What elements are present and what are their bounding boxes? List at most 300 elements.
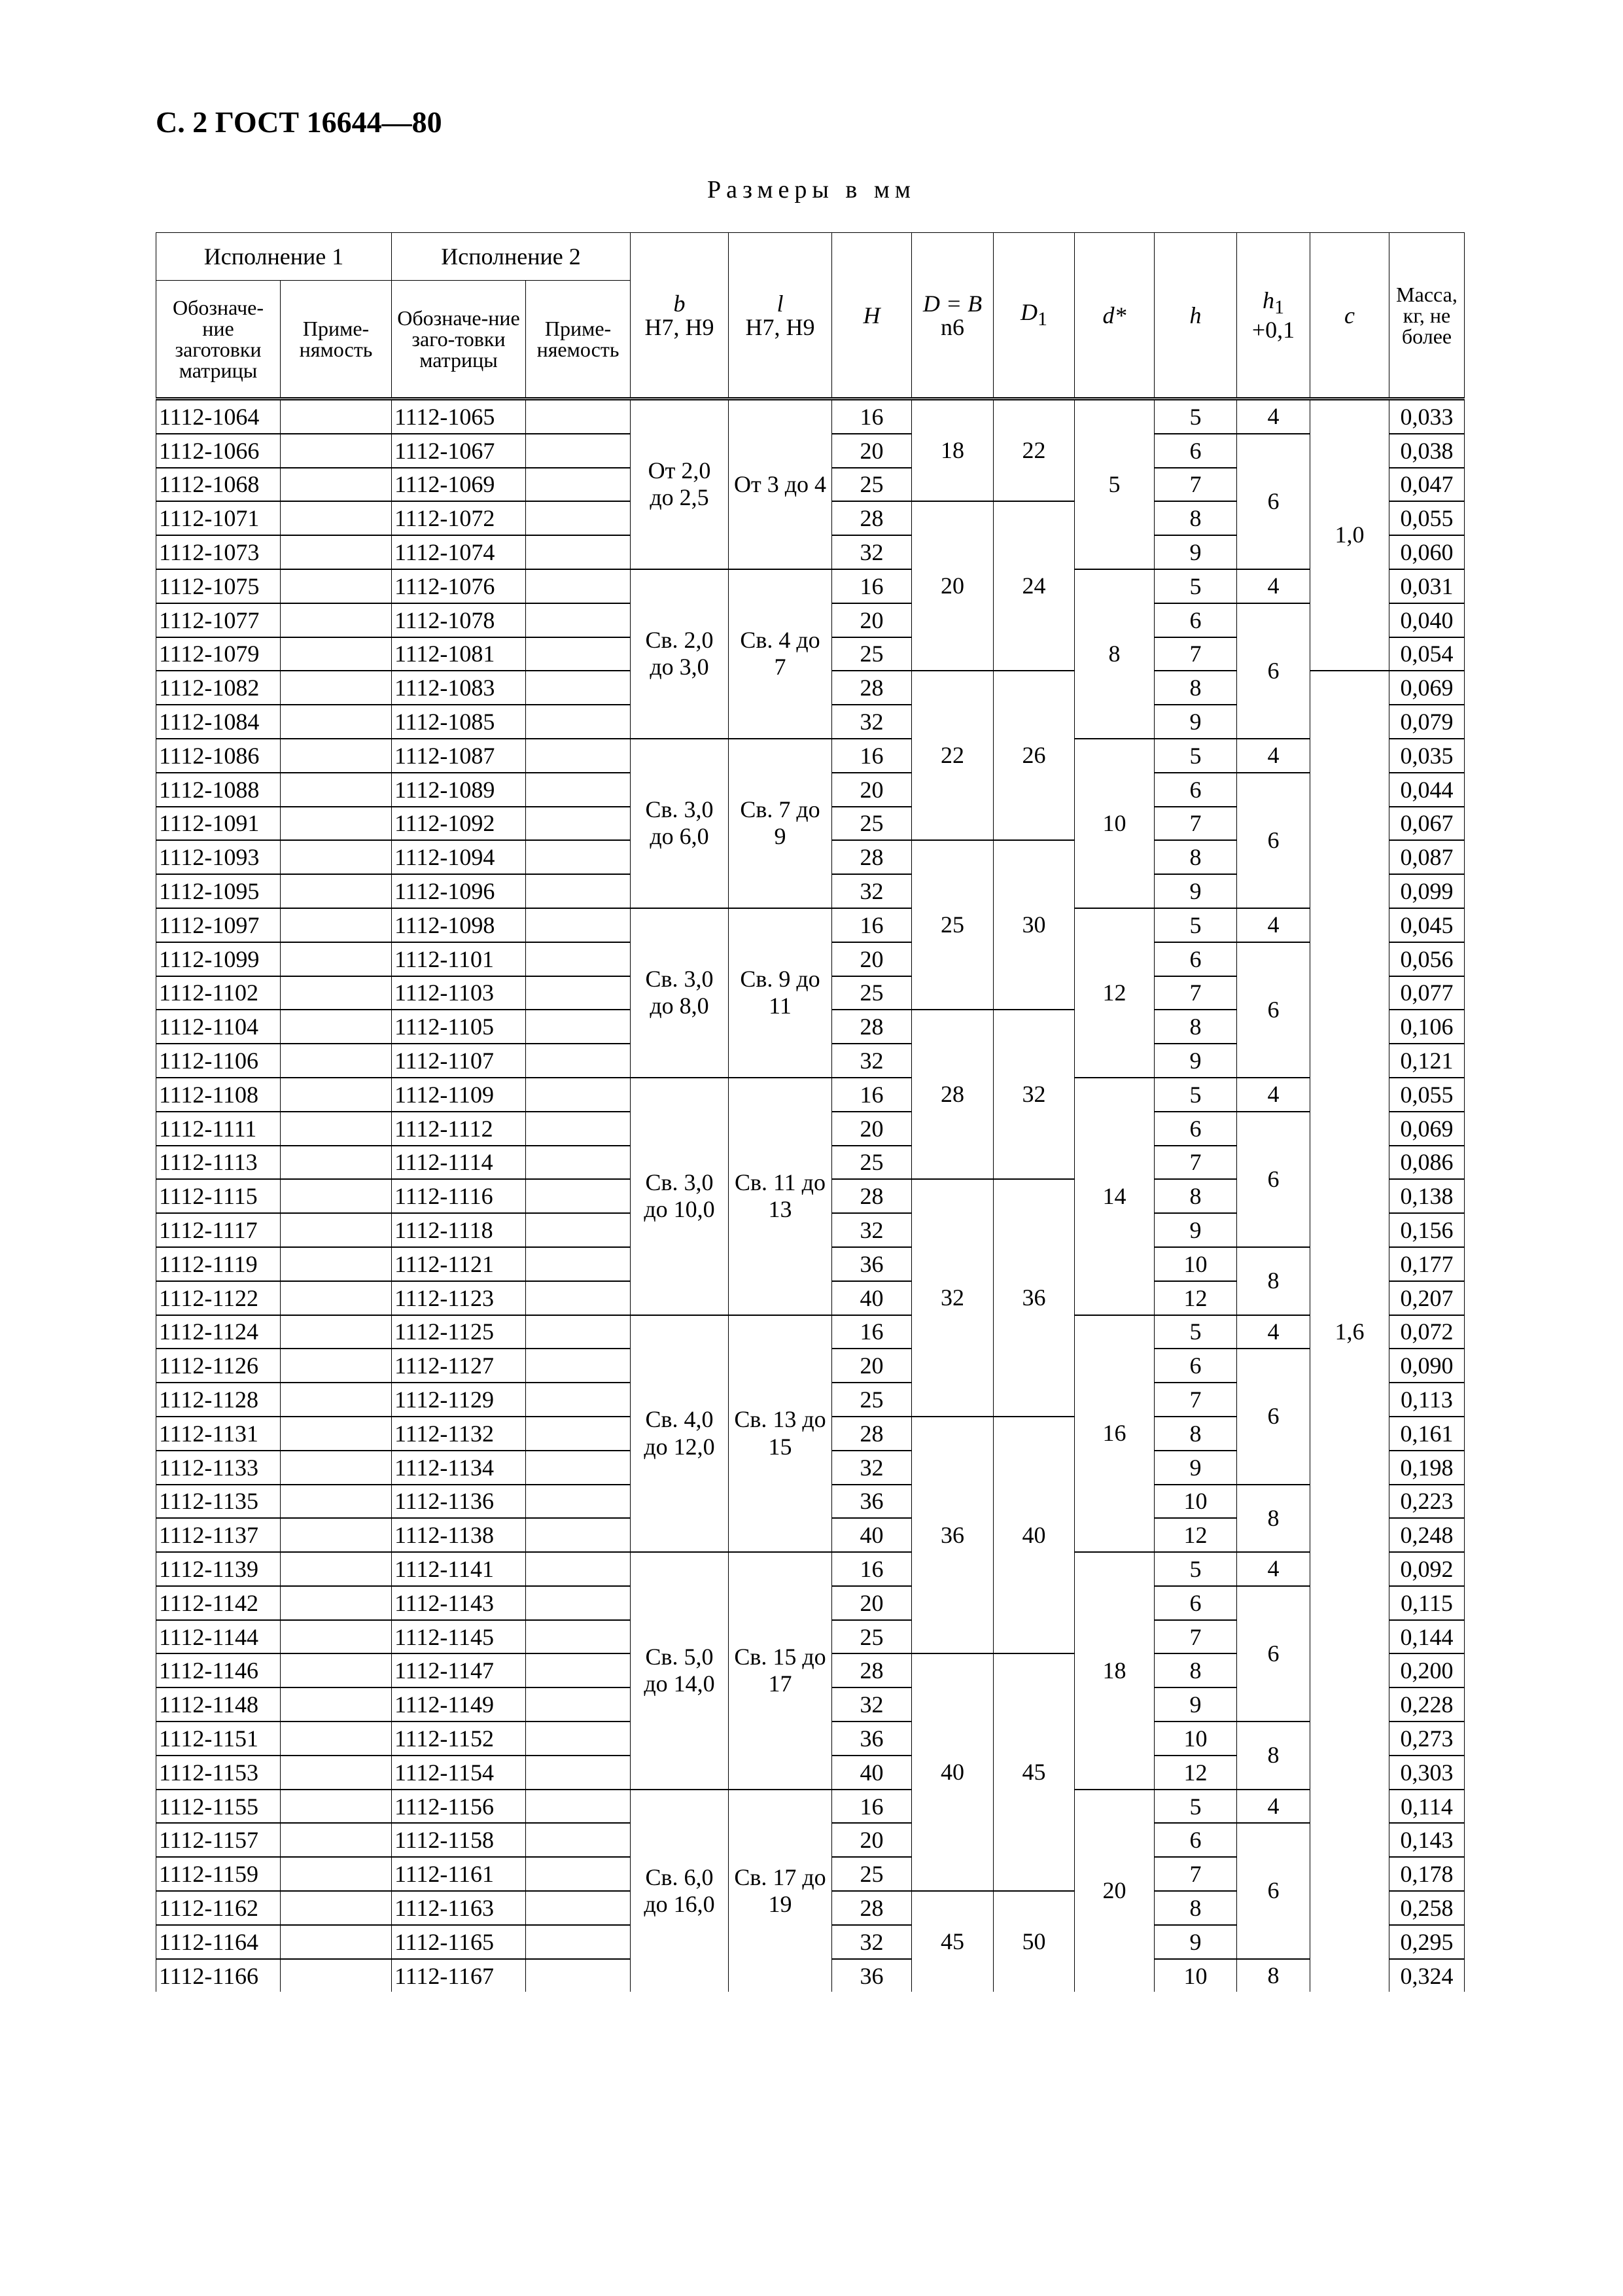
cell-D: 28 [912, 1010, 994, 1179]
cell-primenyamost-2 [526, 1552, 631, 1586]
cell-primenyamost-2 [526, 399, 631, 434]
cell-h: 8 [1155, 1417, 1237, 1451]
cell-primenyamost-1 [281, 1247, 392, 1281]
cell-primenyamost-2 [526, 569, 631, 603]
cell-primenyamost-2 [526, 1485, 631, 1519]
cell-oboznachenie-2: 1112-1123 [392, 1281, 526, 1315]
cell-H: 28 [832, 1010, 912, 1044]
cell-mass: 0,099 [1389, 874, 1465, 908]
cell-mass: 0,161 [1389, 1417, 1465, 1451]
cell-H: 20 [832, 1349, 912, 1383]
header-c-symbol: c [1344, 302, 1355, 328]
cell-primenyamost-1 [281, 569, 392, 603]
cell-oboznachenie-2: 1112-1149 [392, 1687, 526, 1722]
cell-h: 6 [1155, 1823, 1237, 1857]
cell-primenyamost-1 [281, 807, 392, 841]
cell-H: 40 [832, 1518, 912, 1552]
cell-oboznachenie-2: 1112-1085 [392, 705, 526, 739]
cell-H: 36 [832, 1247, 912, 1281]
cell-oboznachenie-1: 1112-1091 [156, 807, 281, 841]
page-header: С. 2 ГОСТ 16644—80 [156, 105, 442, 139]
cell-oboznachenie-2: 1112-1136 [392, 1485, 526, 1519]
header-D-tolerance: n6 [941, 313, 964, 340]
cell-oboznachenie-2: 1112-1163 [392, 1891, 526, 1925]
cell-oboznachenie-2: 1112-1127 [392, 1349, 526, 1383]
cell-primenyamost-2 [526, 1687, 631, 1722]
cell-h: 6 [1155, 1586, 1237, 1620]
cell-h1: 4 [1237, 1790, 1310, 1824]
cell-primenyamost-2 [526, 1247, 631, 1281]
cell-oboznachenie-2: 1112-1069 [392, 468, 526, 502]
cell-c: 1,0 [1310, 399, 1389, 671]
cell-h: 10 [1155, 1247, 1237, 1281]
cell-primenyamost-1 [281, 1586, 392, 1620]
cell-oboznachenie-1: 1112-1124 [156, 1315, 281, 1349]
cell-oboznachenie-2: 1112-1112 [392, 1112, 526, 1146]
cell-oboznachenie-1: 1112-1146 [156, 1653, 281, 1687]
cell-oboznachenie-2: 1112-1083 [392, 671, 526, 705]
cell-b-range: Св. 3,0 до 10,0 [631, 1078, 729, 1315]
cell-h: 8 [1155, 1653, 1237, 1687]
cell-D1: 50 [994, 1891, 1075, 1992]
cell-oboznachenie-2: 1112-1152 [392, 1722, 526, 1756]
cell-mass: 0,054 [1389, 637, 1465, 671]
cell-primenyamost-1 [281, 637, 392, 671]
cell-oboznachenie-1: 1112-1151 [156, 1722, 281, 1756]
cell-mass: 0,113 [1389, 1383, 1465, 1417]
cell-oboznachenie-1: 1112-1106 [156, 1044, 281, 1078]
cell-D1: 40 [994, 1417, 1075, 1654]
cell-H: 32 [832, 1213, 912, 1247]
cell-oboznachenie-2: 1112-1098 [392, 908, 526, 942]
cell-primenyamost-2 [526, 1518, 631, 1552]
cell-oboznachenie-2: 1112-1089 [392, 773, 526, 807]
cell-primenyamost-1 [281, 1653, 392, 1687]
cell-h: 10 [1155, 1722, 1237, 1756]
cell-mass: 0,077 [1389, 976, 1465, 1010]
cell-H: 25 [832, 976, 912, 1010]
cell-H: 20 [832, 1112, 912, 1146]
cell-oboznachenie-1: 1112-1166 [156, 1959, 281, 1992]
table-body [156, 399, 1465, 1992]
cell-H: 20 [832, 603, 912, 637]
cell-H: 28 [832, 1417, 912, 1451]
cell-D: 20 [912, 501, 994, 671]
cell-primenyamost-1 [281, 1315, 392, 1349]
cell-primenyamost-1 [281, 468, 392, 502]
cell-oboznachenie-2: 1112-1161 [392, 1857, 526, 1891]
cell-oboznachenie-1: 1112-1066 [156, 434, 281, 468]
cell-primenyamost-1 [281, 1756, 392, 1790]
header-l-symbol: l [777, 290, 784, 317]
cell-l-range: Св. 15 до 17 [729, 1552, 832, 1790]
cell-h1: 8 [1237, 1485, 1310, 1553]
cell-primenyamost-2 [526, 1383, 631, 1417]
cell-primenyamost-1 [281, 1383, 392, 1417]
cell-primenyamost-1 [281, 1518, 392, 1552]
cell-mass: 0,114 [1389, 1790, 1465, 1824]
cell-h: 9 [1155, 535, 1237, 569]
cell-h: 5 [1155, 569, 1237, 603]
header-oboznachenie-2: Обозначе-ние заго-товки матрицы [392, 281, 526, 399]
cell-oboznachenie-2: 1112-1167 [392, 1959, 526, 1992]
cell-h: 12 [1155, 1518, 1237, 1552]
cell-h: 5 [1155, 1790, 1237, 1824]
cell-H: 16 [832, 739, 912, 773]
cell-d: 12 [1075, 908, 1155, 1078]
cell-h: 7 [1155, 807, 1237, 841]
header-D1-subscript: 1 [1038, 308, 1047, 330]
cell-d: 14 [1075, 1078, 1155, 1315]
cell-oboznachenie-1: 1112-1153 [156, 1756, 281, 1790]
cell-primenyamost-1 [281, 1044, 392, 1078]
cell-h: 7 [1155, 1146, 1237, 1180]
cell-h: 5 [1155, 908, 1237, 942]
cell-oboznachenie-2: 1112-1067 [392, 434, 526, 468]
cell-mass: 0,038 [1389, 434, 1465, 468]
header-b [631, 233, 729, 399]
cell-primenyamost-1 [281, 739, 392, 773]
cell-primenyamost-1 [281, 1891, 392, 1925]
cell-h: 5 [1155, 1315, 1237, 1349]
cell-H: 28 [832, 1179, 912, 1213]
cell-H: 25 [832, 1383, 912, 1417]
cell-H: 25 [832, 1146, 912, 1180]
dimensions-table-wrapper [156, 232, 1464, 1992]
cell-d: 8 [1075, 569, 1155, 739]
cell-oboznachenie-2: 1112-1132 [392, 1417, 526, 1451]
cell-h: 7 [1155, 637, 1237, 671]
header-ispolnenie-2: Исполнение 2 [392, 233, 631, 281]
cell-H: 28 [832, 1653, 912, 1687]
cell-mass: 0,115 [1389, 1586, 1465, 1620]
cell-primenyamost-2 [526, 1315, 631, 1349]
cell-h1: 4 [1237, 569, 1310, 603]
cell-mass: 0,055 [1389, 1078, 1465, 1112]
cell-oboznachenie-2: 1112-1107 [392, 1044, 526, 1078]
cell-oboznachenie-2: 1112-1143 [392, 1586, 526, 1620]
cell-d: 10 [1075, 739, 1155, 908]
cell-mass: 0,207 [1389, 1281, 1465, 1315]
cell-h1: 4 [1237, 399, 1310, 434]
cell-b-range: Св. 3,0 до 6,0 [631, 739, 729, 908]
cell-mass: 0,177 [1389, 1247, 1465, 1281]
cell-mass: 0,090 [1389, 1349, 1465, 1383]
header-H [832, 233, 912, 399]
cell-H: 20 [832, 942, 912, 976]
cell-primenyamost-1 [281, 1417, 392, 1451]
cell-mass: 0,228 [1389, 1687, 1465, 1722]
cell-D: 32 [912, 1179, 994, 1417]
cell-primenyamost-2 [526, 1179, 631, 1213]
cell-oboznachenie-2: 1112-1156 [392, 1790, 526, 1824]
cell-H: 28 [832, 671, 912, 705]
cell-h: 8 [1155, 1891, 1237, 1925]
cell-primenyamost-1 [281, 1552, 392, 1586]
cell-oboznachenie-1: 1112-1102 [156, 976, 281, 1010]
cell-D: 40 [912, 1653, 994, 1891]
header-h [1155, 233, 1237, 399]
cell-primenyamost-2 [526, 942, 631, 976]
cell-b-range: Св. 2,0 до 3,0 [631, 569, 729, 739]
cell-h: 12 [1155, 1281, 1237, 1315]
cell-H: 25 [832, 468, 912, 502]
header-h1-tolerance: +0,1 [1251, 316, 1295, 343]
cell-mass: 0,067 [1389, 807, 1465, 841]
cell-primenyamost-1 [281, 1857, 392, 1891]
header-row-groups [156, 233, 1465, 281]
header-h1-subscript: 1 [1274, 296, 1284, 319]
cell-primenyamost-1 [281, 1485, 392, 1519]
cell-h: 8 [1155, 1179, 1237, 1213]
cell-oboznachenie-1: 1112-1157 [156, 1823, 281, 1857]
cell-primenyamost-2 [526, 671, 631, 705]
cell-D1: 26 [994, 671, 1075, 840]
cell-primenyamost-1 [281, 1078, 392, 1112]
header-h-symbol: h [1189, 302, 1202, 328]
cell-D1: 24 [994, 501, 1075, 671]
cell-h1: 6 [1237, 942, 1310, 1078]
cell-H: 32 [832, 1925, 912, 1959]
cell-oboznachenie-1: 1112-1148 [156, 1687, 281, 1722]
cell-oboznachenie-2: 1112-1165 [392, 1925, 526, 1959]
cell-primenyamost-1 [281, 1349, 392, 1383]
header-D1 [994, 233, 1075, 399]
cell-h: 7 [1155, 1383, 1237, 1417]
table-row [156, 1078, 1465, 1112]
cell-primenyamost-1 [281, 1281, 392, 1315]
cell-oboznachenie-2: 1112-1129 [392, 1383, 526, 1417]
header-oboznachenie-1: Обозначе-ние заготовки матрицы [156, 281, 281, 399]
cell-H: 20 [832, 1823, 912, 1857]
cell-primenyamost-2 [526, 1417, 631, 1451]
cell-primenyamost-2 [526, 1857, 631, 1891]
cell-mass: 0,056 [1389, 942, 1465, 976]
cell-oboznachenie-1: 1112-1113 [156, 1146, 281, 1180]
cell-primenyamost-2 [526, 1756, 631, 1790]
cell-primenyamost-2 [526, 1790, 631, 1824]
cell-oboznachenie-1: 1112-1128 [156, 1383, 281, 1417]
cell-oboznachenie-1: 1112-1095 [156, 874, 281, 908]
cell-H: 25 [832, 1857, 912, 1891]
cell-oboznachenie-1: 1112-1064 [156, 399, 281, 434]
cell-h1: 8 [1237, 1722, 1310, 1790]
cell-oboznachenie-2: 1112-1087 [392, 739, 526, 773]
cell-l-range: Св. 17 до 19 [729, 1790, 832, 1992]
cell-primenyamost-2 [526, 1281, 631, 1315]
cell-mass: 0,069 [1389, 1112, 1465, 1146]
cell-primenyamost-2 [526, 468, 631, 502]
cell-primenyamost-2 [526, 874, 631, 908]
table-row [156, 569, 1465, 603]
cell-oboznachenie-2: 1112-1109 [392, 1078, 526, 1112]
cell-h1: 4 [1237, 1078, 1310, 1112]
cell-H: 32 [832, 1687, 912, 1722]
cell-primenyamost-2 [526, 1044, 631, 1078]
cell-h: 9 [1155, 1925, 1237, 1959]
cell-h: 7 [1155, 976, 1237, 1010]
cell-h: 6 [1155, 434, 1237, 468]
cell-mass: 0,069 [1389, 671, 1465, 705]
cell-oboznachenie-2: 1112-1158 [392, 1823, 526, 1857]
cell-H: 16 [832, 569, 912, 603]
table-row [156, 399, 1465, 434]
cell-primenyamost-2 [526, 807, 631, 841]
cell-b-range: Св. 5,0 до 14,0 [631, 1552, 729, 1790]
cell-H: 32 [832, 874, 912, 908]
cell-oboznachenie-1: 1112-1097 [156, 908, 281, 942]
cell-oboznachenie-1: 1112-1133 [156, 1451, 281, 1485]
cell-oboznachenie-2: 1112-1118 [392, 1213, 526, 1247]
cell-mass: 0,033 [1389, 399, 1465, 434]
cell-h: 12 [1155, 1756, 1237, 1790]
cell-oboznachenie-2: 1112-1147 [392, 1653, 526, 1687]
cell-h: 9 [1155, 1213, 1237, 1247]
cell-oboznachenie-2: 1112-1138 [392, 1518, 526, 1552]
cell-oboznachenie-1: 1112-1162 [156, 1891, 281, 1925]
cell-mass: 0,303 [1389, 1756, 1465, 1790]
cell-primenyamost-1 [281, 1823, 392, 1857]
cell-H: 16 [832, 1790, 912, 1824]
cell-h: 6 [1155, 1349, 1237, 1383]
cell-oboznachenie-1: 1112-1079 [156, 637, 281, 671]
cell-h1: 4 [1237, 1552, 1310, 1586]
header-b-tolerance: H7, H9 [644, 313, 714, 340]
cell-mass: 0,079 [1389, 705, 1465, 739]
cell-primenyamost-1 [281, 1213, 392, 1247]
cell-oboznachenie-1: 1112-1119 [156, 1247, 281, 1281]
cell-H: 40 [832, 1756, 912, 1790]
cell-h: 9 [1155, 1451, 1237, 1485]
cell-mass: 0,138 [1389, 1179, 1465, 1213]
cell-oboznachenie-2: 1112-1121 [392, 1247, 526, 1281]
cell-primenyamost-1 [281, 1959, 392, 1992]
cell-h: 6 [1155, 1112, 1237, 1146]
cell-H: 32 [832, 1044, 912, 1078]
cell-h: 8 [1155, 840, 1237, 874]
cell-oboznachenie-2: 1112-1145 [392, 1620, 526, 1654]
cell-l-range: От 3 до 4 [729, 399, 832, 569]
cell-mass: 0,258 [1389, 1891, 1465, 1925]
cell-mass: 0,198 [1389, 1451, 1465, 1485]
dimensions-table [156, 232, 1465, 1992]
cell-D1: 22 [994, 399, 1075, 502]
cell-d: 20 [1075, 1790, 1155, 1992]
cell-h: 8 [1155, 501, 1237, 535]
header-mass: Масса, кг, не более [1389, 233, 1465, 399]
cell-primenyamost-2 [526, 1959, 631, 1992]
cell-h1: 8 [1237, 1247, 1310, 1315]
cell-H: 28 [832, 840, 912, 874]
cell-D1: 45 [994, 1653, 1075, 1891]
cell-primenyamost-1 [281, 840, 392, 874]
cell-oboznachenie-1: 1112-1155 [156, 1790, 281, 1824]
cell-oboznachenie-1: 1112-1111 [156, 1112, 281, 1146]
cell-primenyamost-2 [526, 1112, 631, 1146]
cell-oboznachenie-2: 1112-1134 [392, 1451, 526, 1485]
cell-oboznachenie-2: 1112-1141 [392, 1552, 526, 1586]
cell-oboznachenie-1: 1112-1122 [156, 1281, 281, 1315]
cell-oboznachenie-2: 1112-1114 [392, 1146, 526, 1180]
cell-h1: 4 [1237, 908, 1310, 942]
cell-oboznachenie-1: 1112-1117 [156, 1213, 281, 1247]
cell-primenyamost-1 [281, 1925, 392, 1959]
cell-mass: 0,324 [1389, 1959, 1465, 1992]
cell-h1: 6 [1237, 1349, 1310, 1484]
cell-mass: 0,106 [1389, 1010, 1465, 1044]
header-D [912, 233, 994, 399]
cell-H: 25 [832, 1620, 912, 1654]
cell-oboznachenie-2: 1112-1065 [392, 399, 526, 434]
cell-mass: 0,035 [1389, 739, 1465, 773]
cell-d: 18 [1075, 1552, 1155, 1790]
table-row [156, 1315, 1465, 1349]
cell-primenyamost-2 [526, 1722, 631, 1756]
cell-oboznachenie-1: 1112-1068 [156, 468, 281, 502]
cell-oboznachenie-1: 1112-1093 [156, 840, 281, 874]
cell-primenyamost-1 [281, 976, 392, 1010]
cell-H: 32 [832, 1451, 912, 1485]
cell-oboznachenie-2: 1112-1103 [392, 976, 526, 1010]
cell-primenyamost-1 [281, 1790, 392, 1824]
cell-l-range: Св. 9 до 11 [729, 908, 832, 1078]
cell-primenyamost-1 [281, 1112, 392, 1146]
cell-mass: 0,044 [1389, 773, 1465, 807]
cell-h1: 8 [1237, 1959, 1310, 1992]
cell-H: 36 [832, 1959, 912, 1992]
cell-primenyamost-1 [281, 1722, 392, 1756]
cell-H: 16 [832, 399, 912, 434]
cell-mass: 0,248 [1389, 1518, 1465, 1552]
cell-mass: 0,045 [1389, 908, 1465, 942]
cell-h: 5 [1155, 1552, 1237, 1586]
cell-oboznachenie-1: 1112-1086 [156, 739, 281, 773]
cell-primenyamost-1 [281, 705, 392, 739]
cell-mass: 0,047 [1389, 468, 1465, 502]
cell-oboznachenie-1: 1112-1104 [156, 1010, 281, 1044]
cell-primenyamost-1 [281, 773, 392, 807]
header-h1 [1237, 233, 1310, 399]
cell-mass: 0,144 [1389, 1620, 1465, 1654]
cell-oboznachenie-2: 1112-1096 [392, 874, 526, 908]
cell-l-range: Св. 11 до 13 [729, 1078, 832, 1315]
table-row [156, 1552, 1465, 1586]
cell-primenyamost-2 [526, 1010, 631, 1044]
cell-primenyamost-1 [281, 399, 392, 434]
cell-H: 20 [832, 1586, 912, 1620]
cell-oboznachenie-1: 1112-1126 [156, 1349, 281, 1383]
cell-h: 5 [1155, 1078, 1237, 1112]
cell-mass: 0,086 [1389, 1146, 1465, 1180]
cell-primenyamost-2 [526, 976, 631, 1010]
cell-h: 5 [1155, 399, 1237, 434]
cell-oboznachenie-2: 1112-1081 [392, 637, 526, 671]
cell-oboznachenie-1: 1112-1075 [156, 569, 281, 603]
cell-l-range: Св. 13 до 15 [729, 1315, 832, 1553]
cell-oboznachenie-1: 1112-1082 [156, 671, 281, 705]
cell-oboznachenie-1: 1112-1142 [156, 1586, 281, 1620]
cell-h: 7 [1155, 1620, 1237, 1654]
cell-D1: 30 [994, 840, 1075, 1010]
cell-primenyamost-2 [526, 535, 631, 569]
cell-primenyamost-2 [526, 1823, 631, 1857]
cell-primenyamost-2 [526, 1451, 631, 1485]
cell-primenyamost-1 [281, 1146, 392, 1180]
cell-H: 16 [832, 1315, 912, 1349]
cell-primenyamost-2 [526, 1891, 631, 1925]
cell-b-range: Св. 6,0 до 16,0 [631, 1790, 729, 1992]
cell-h1: 6 [1237, 773, 1310, 908]
